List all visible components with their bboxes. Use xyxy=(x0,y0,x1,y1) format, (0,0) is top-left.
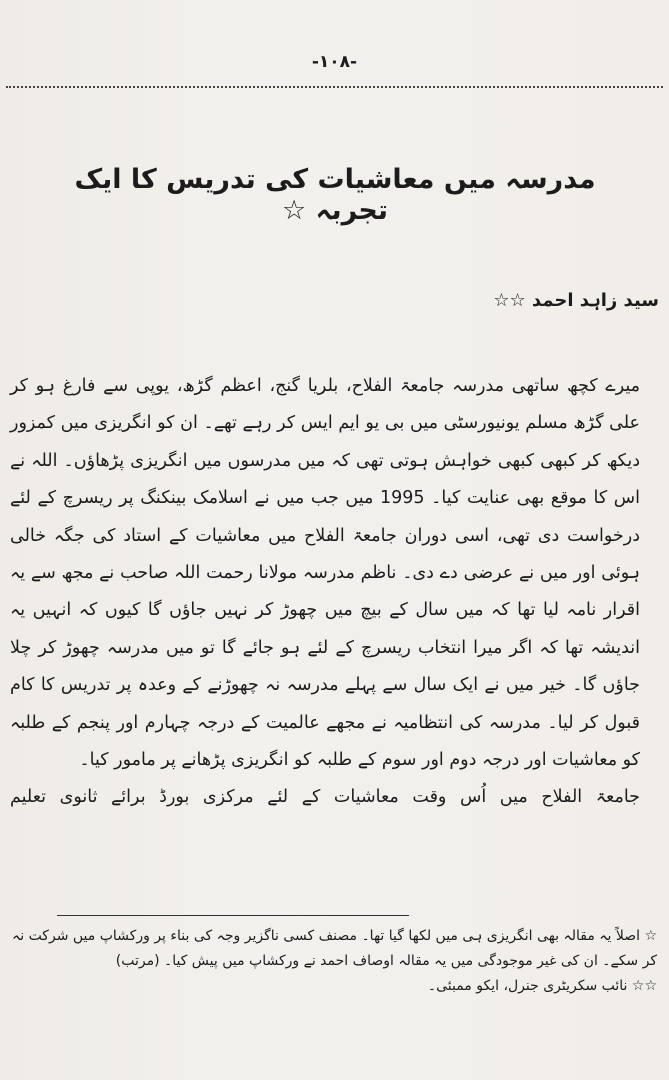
author-name: سید زاہد احمد ☆☆ xyxy=(493,290,659,311)
body-paragraph: جامعۃ الفلاح میں اُس وقت معاشیات کے لئے مرکزی بورڈ برائے ثانوی تعلیم xyxy=(10,787,640,808)
header-divider xyxy=(6,86,663,88)
article-body xyxy=(10,368,658,817)
body-paragraph: میرے کچھ ساتھی مدرسہ جامعۃ الفلاح، بلریا گنج، اعظم گڑھ، یوپی سے فارغ ہو کر علی گڑھ مسلم یونیورسٹی میں بی یو ایم ایس کر رہے تھے۔ ان کو انگریزی میں کمزور دیکھ کر کبھی کبھی خواہش ہوتی تھی کہ میں مدرسوں میں انگریزی پڑھاؤں۔ اللہ نے اس کا موقع بھی عنایت کیا۔ 1995 میں جب میں نے اسلامک بینکنگ پر ریسرچ کے لئے درخواست دی تھی، اسی دوران جامعۃ الفلاح میں معاشیات کے استاد کی جگہ خالی ہوئی اور میں نے عرضی دے دی۔ ناظم مدرسہ مولانا رحمت اللہ صاحب نے مجھ سے یہ اقرار نامہ لیا تھا کہ میں سال کے بیچ میں چھوڑ کر نہیں جاؤں گا کیوں کہ انہیں یہ اندیشہ تھا کہ اگر میرا انتخاب ریسرچ کے لئے ہو جائے گا تو میں مدرسہ چھوڑ کر چلا جاؤں گا۔ خیر میں نے ایک سال سے پہلے مدرسہ نہ چھوڑنے کے وعدہ پر تدریس کا کام قبول کر لیا۔ مدرسہ کی انتظامیہ نے مجھے عالمیت کے درجہ چہارم اور پنجم کے طلبہ کو معاشیات اور درجہ دوم اور سوم کے طلبہ کو انگریزی پڑھانے پر مامور کیا۔ xyxy=(10,376,640,771)
footnote: ☆ اصلاً یہ مقالہ بھی انگریزی ہی میں لکھا گیا تھا۔ مصنف کسی ناگزیر وجہ کی بناء پر ورکشاپ میں شرکت نہ کر سکے۔ ان کی غیر موجودگی میں یہ مقالہ اوصاف احمد نے ورکشاپ میں پیش کیا۔ (مرتب) xyxy=(12,928,657,969)
footnote-divider xyxy=(57,915,409,916)
footnote: ☆☆ نائب سکریٹری جنرل، ایکو ممبئی۔ xyxy=(427,978,657,994)
footnotes xyxy=(12,924,657,999)
page-number: -۱۰۸- xyxy=(311,52,358,72)
article-title: مدرسہ میں معاشیات کی تدریس کا ایک تجربہ ☆ xyxy=(74,164,596,226)
